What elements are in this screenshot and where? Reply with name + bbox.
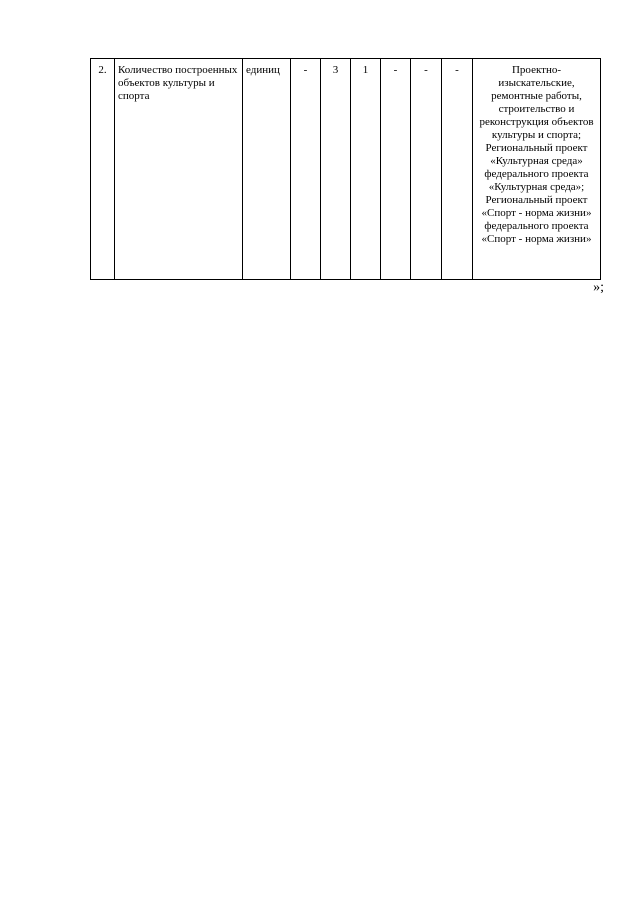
indicators-table <box>90 58 601 280</box>
value-cell: - <box>291 59 321 280</box>
closing-quote-mark: »; <box>593 280 604 295</box>
row-number: 2. <box>91 59 115 280</box>
indicator-name: Количество построенных объектов культуры и спорта <box>115 59 243 280</box>
unit-cell: единиц <box>243 59 291 280</box>
value-cell: - <box>381 59 411 280</box>
value-cell: 3 <box>321 59 351 280</box>
value-cell: - <box>411 59 442 280</box>
table-row <box>91 59 601 280</box>
notes-cell: Проектно-изыскательские, ремонтные работы, строительство и реконструкция объектов культуры и спорта; Региональный проект «Культурная среда» федерального проекта «Культурная среда»; Региональный проект «Спорт - норма жизни» федерального проекта «Спорт - норма жизни» <box>473 59 601 280</box>
value-cell: - <box>442 59 473 280</box>
value-cell: 1 <box>351 59 381 280</box>
